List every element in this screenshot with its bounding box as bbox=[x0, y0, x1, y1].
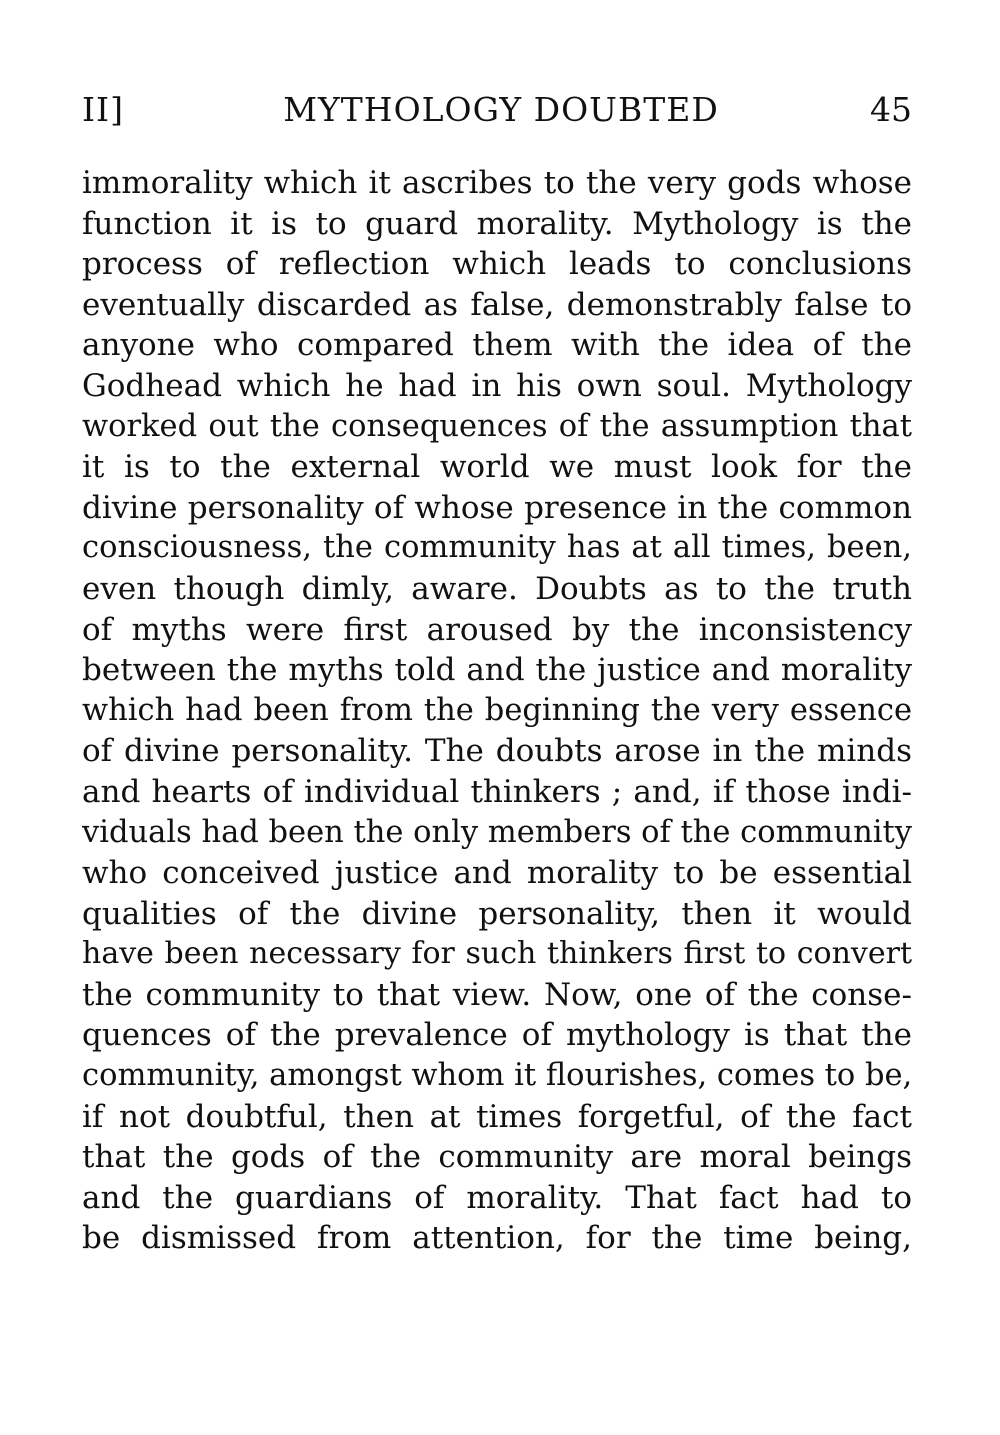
text-line: process of reflection which leads to conclusions bbox=[82, 246, 912, 283]
text-line: viduals had been the only members of the community bbox=[82, 814, 912, 850]
text-line: qualities of the divine personality, then it would bbox=[82, 895, 912, 932]
running-title: MYTHOLOGY DOUBTED bbox=[283, 90, 719, 129]
text-line: anyone who compared them with the idea of the bbox=[82, 327, 912, 364]
text-line: have been necessary for such thinkers first to convert bbox=[82, 936, 912, 972]
chapter-marker: II] bbox=[82, 90, 124, 129]
text-line: divine personality of whose presence in the common bbox=[82, 489, 912, 526]
text-line: between the myths told and the justice and morality bbox=[82, 652, 912, 689]
text-line: of myths were first aroused by the inconsistency bbox=[82, 611, 912, 648]
text-line: worked out the consequences of the assumption that bbox=[82, 408, 912, 444]
text-line: quences of the prevalence of mythology is that the bbox=[82, 1017, 912, 1054]
text-line: of divine personality. The doubts arose in the minds bbox=[82, 733, 912, 770]
text-line: community, amongst whom it flourishes, comes to be, bbox=[82, 1058, 912, 1094]
text-line: who conceived justice and morality to be essential bbox=[82, 855, 912, 892]
text-line: Godhead which he had in his own soul. Mythology bbox=[82, 367, 912, 404]
text-line: which had been from the beginning the very essence bbox=[82, 692, 912, 728]
text-line: it is to the external world we must look for the bbox=[82, 449, 912, 486]
text-line: be dismissed from attention, for the time being, bbox=[82, 1220, 912, 1257]
text-line: even though dimly, aware. Doubts as to the truth bbox=[82, 570, 912, 607]
body-text bbox=[82, 163, 912, 1259]
page-number: 45 bbox=[870, 90, 912, 129]
text-line: the community to that view. Now, one of the conse- bbox=[82, 976, 912, 1013]
text-line: and the guardians of morality. That fact had to bbox=[82, 1179, 912, 1216]
page-header bbox=[82, 86, 912, 134]
text-line: function it is to guard morality. Mythology is the bbox=[82, 205, 912, 242]
text-line: immorality which it ascribes to the very gods whose bbox=[82, 165, 912, 201]
text-line: and hearts of individual thinkers ; and, if those indi- bbox=[82, 773, 912, 810]
text-line: eventually discarded as false, demonstrably false to bbox=[82, 286, 912, 323]
text-line: if not doubtful, then at times forgetful, of the fact bbox=[82, 1098, 912, 1135]
text-line: that the gods of the community are moral beings bbox=[82, 1139, 912, 1176]
text-line: consciousness, the community has at all times, been, bbox=[82, 530, 912, 566]
